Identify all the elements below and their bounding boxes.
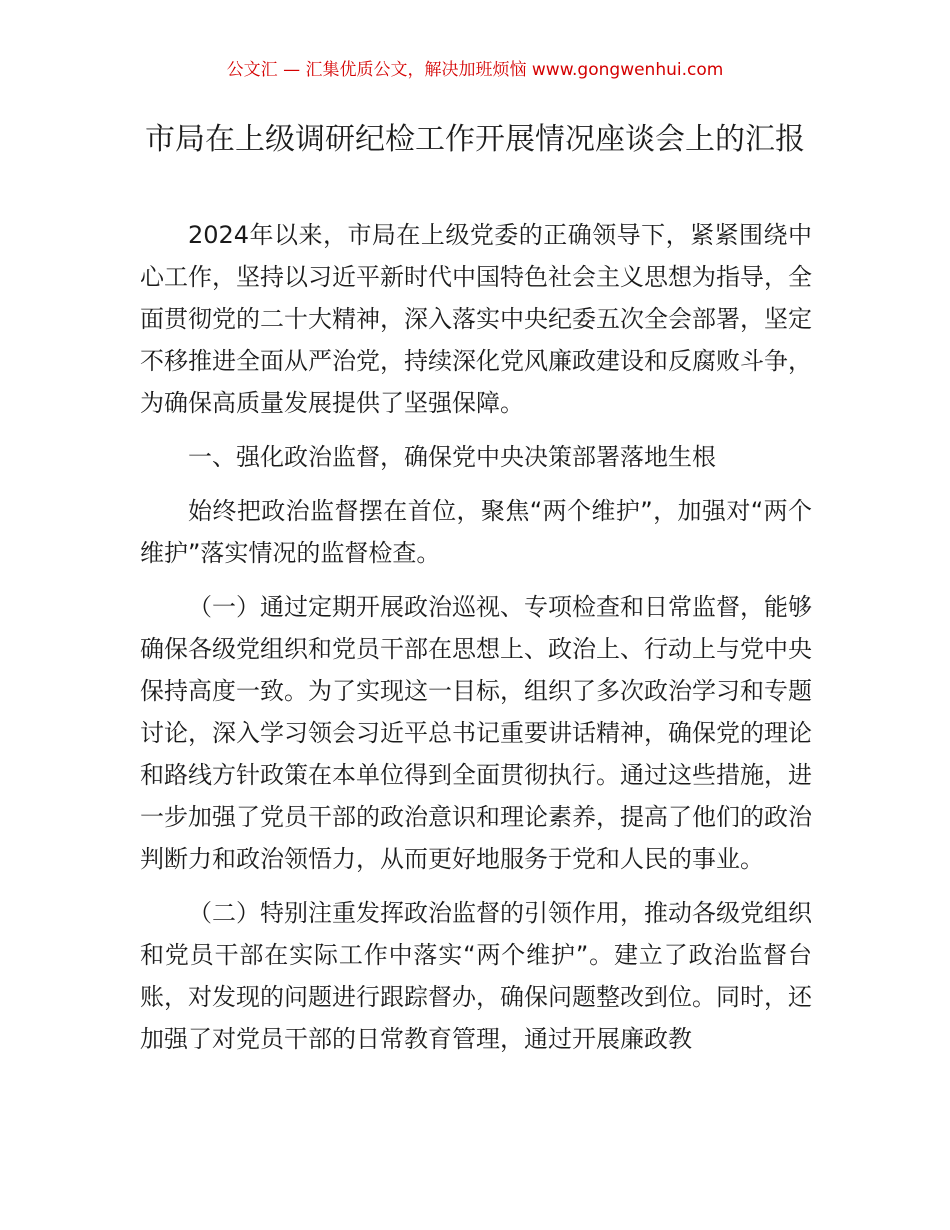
section-paragraph: 始终把政治监督摆在首位，聚焦“两个维护”，加强对“两个维护”落实情况的监督检查。 xyxy=(140,497,812,567)
site-banner: 公文汇 — 汇集优质公文，解决加班烦恼 www.gongwenhui.com xyxy=(226,60,724,80)
subsection-paragraph-1: （一）通过定期开展政治巡视、专项检查和日常监督，能够确保各级党组织和党员干部在思想上、政治上、行动上与党中央保持高度一致。为了实现这一目标，组织了多次政治学习和专题讨论，深入学习领会习近平总书记重要讲话精神，确保党的理论和路线方针政策在本单位得到全面贯彻执行。通过这些措施，进一步加强了党员干部的政治意识和理论素养，提高了他们的政治判断力和政治领悟力，从而更好地服务于党和人民的事业。 xyxy=(140,593,812,873)
subsection-paragraph-2: （二）特别注重发挥政治监督的引领作用，推动各级党组织和党员干部在实际工作中落实“两个维护”。建立了政治监督台账，对发现的问题进行跟踪督办，确保问题整改到位。同时，还加强了对党员干部的日常教育管理，通过开展廉政教 xyxy=(140,899,812,1053)
document-body xyxy=(140,214,812,1060)
intro-paragraph: 2024年以来，市局在上级党委的正确领导下，紧紧围绕中心工作，坚持以习近平新时代中国特色社会主义思想为指导，全面贯彻党的二十大精神，深入落实中央纪委五次全会部署，坚定不移推进全面从严治党，持续深化党风廉政建设和反腐败斗争，为确保高质量发展提供了坚强保障。 xyxy=(140,221,812,417)
section-heading: 一、强化政治监督，确保党中央决策部署落地生根 xyxy=(188,443,716,471)
document-title: 市局在上级调研纪检工作开展情况座谈会上的汇报 xyxy=(145,122,805,157)
